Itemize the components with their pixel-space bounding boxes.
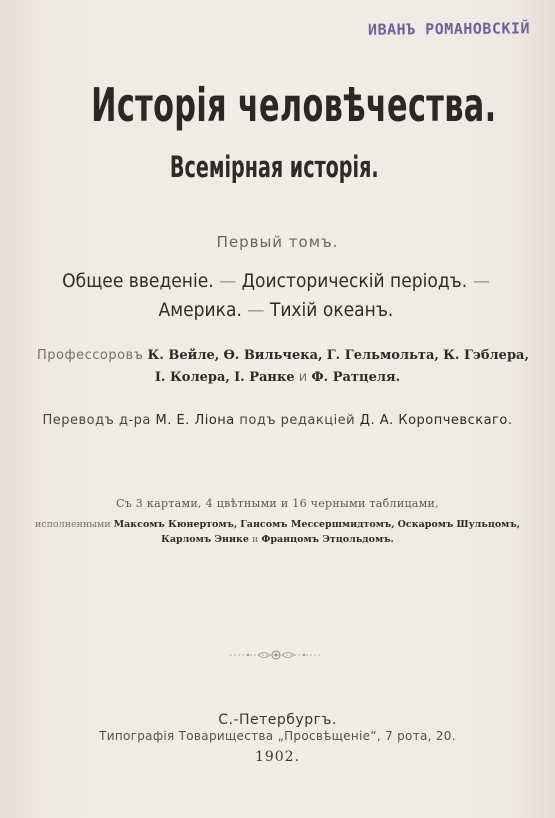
- artists-line-2: [0, 534, 555, 545]
- book-subtitle: Всемірная исторія.: [169, 150, 379, 184]
- author-name: К. Гэблера,: [443, 348, 529, 363]
- contents-item-prehistoric: Доисторическій періодъ.: [241, 270, 468, 292]
- imprint-city: С.-Петербургъ.: [218, 712, 337, 728]
- artist-name: Гансомъ Мессершмидтомъ,: [240, 519, 395, 530]
- owner-stamp: ИВАНЪ РОМАНОВСКІЙ: [367, 19, 531, 39]
- author-name: К. Вейле,: [147, 348, 220, 363]
- volume-label: Первый томъ.: [216, 233, 339, 251]
- imprint-year: 1902.: [254, 749, 301, 765]
- authors-and: и: [298, 370, 308, 385]
- artist-name: Францомъ Этцольдомъ.: [261, 534, 394, 545]
- author-name: Ѳ. Вильчека,: [223, 348, 323, 363]
- translation-line: [0, 413, 555, 428]
- plates-line: Съ 3 картами, 4 цвѣтными и 16 черными таблицами,: [116, 497, 439, 510]
- ornament-divider: [228, 648, 324, 662]
- contents-item-pacific: Тихій океанъ.: [269, 299, 394, 321]
- editor-text: подъ редакціей: [239, 413, 356, 428]
- author-name: Г. Гельмольта,: [326, 348, 439, 363]
- author-name: I. Ранке: [234, 370, 295, 385]
- artist-name: Оскаромъ Шульцомъ,: [397, 519, 521, 530]
- author-name: I. Колера,: [154, 370, 230, 385]
- artist-name: Максомъ Кюнертомъ,: [113, 519, 238, 530]
- imprint-printer: Типографія Товарищества „Просвѣщеніе“, 7 рота, 20.: [99, 729, 456, 743]
- artists-prefix: исполненными: [34, 519, 111, 530]
- contents-dash: —: [472, 270, 490, 292]
- artist-name: Карломъ Энике: [161, 534, 249, 545]
- contents-line-2: [26, 299, 526, 321]
- contents-dash: —: [247, 299, 265, 321]
- contents-item-intro: Общее введеніе.: [62, 270, 214, 292]
- author-name: Ф. Ратцеля.: [311, 370, 401, 385]
- authors-line-2: [0, 370, 555, 385]
- translation-text: Переводъ д-ра: [42, 413, 151, 428]
- translator-name: М. Е. Ліона: [155, 413, 235, 428]
- contents-dash: —: [219, 270, 237, 292]
- editor-name: Д. А. Коропчевскаго.: [359, 413, 513, 428]
- authors-prefix: Профессоровъ: [37, 348, 144, 363]
- authors-line-1: [37, 348, 529, 363]
- artists-and: и: [252, 534, 259, 545]
- artists-line-1: [0, 519, 555, 530]
- contents-line-1: [26, 270, 526, 292]
- contents-item-america: Америка.: [158, 299, 242, 321]
- book-title: Исторія человѣчества.: [91, 78, 497, 132]
